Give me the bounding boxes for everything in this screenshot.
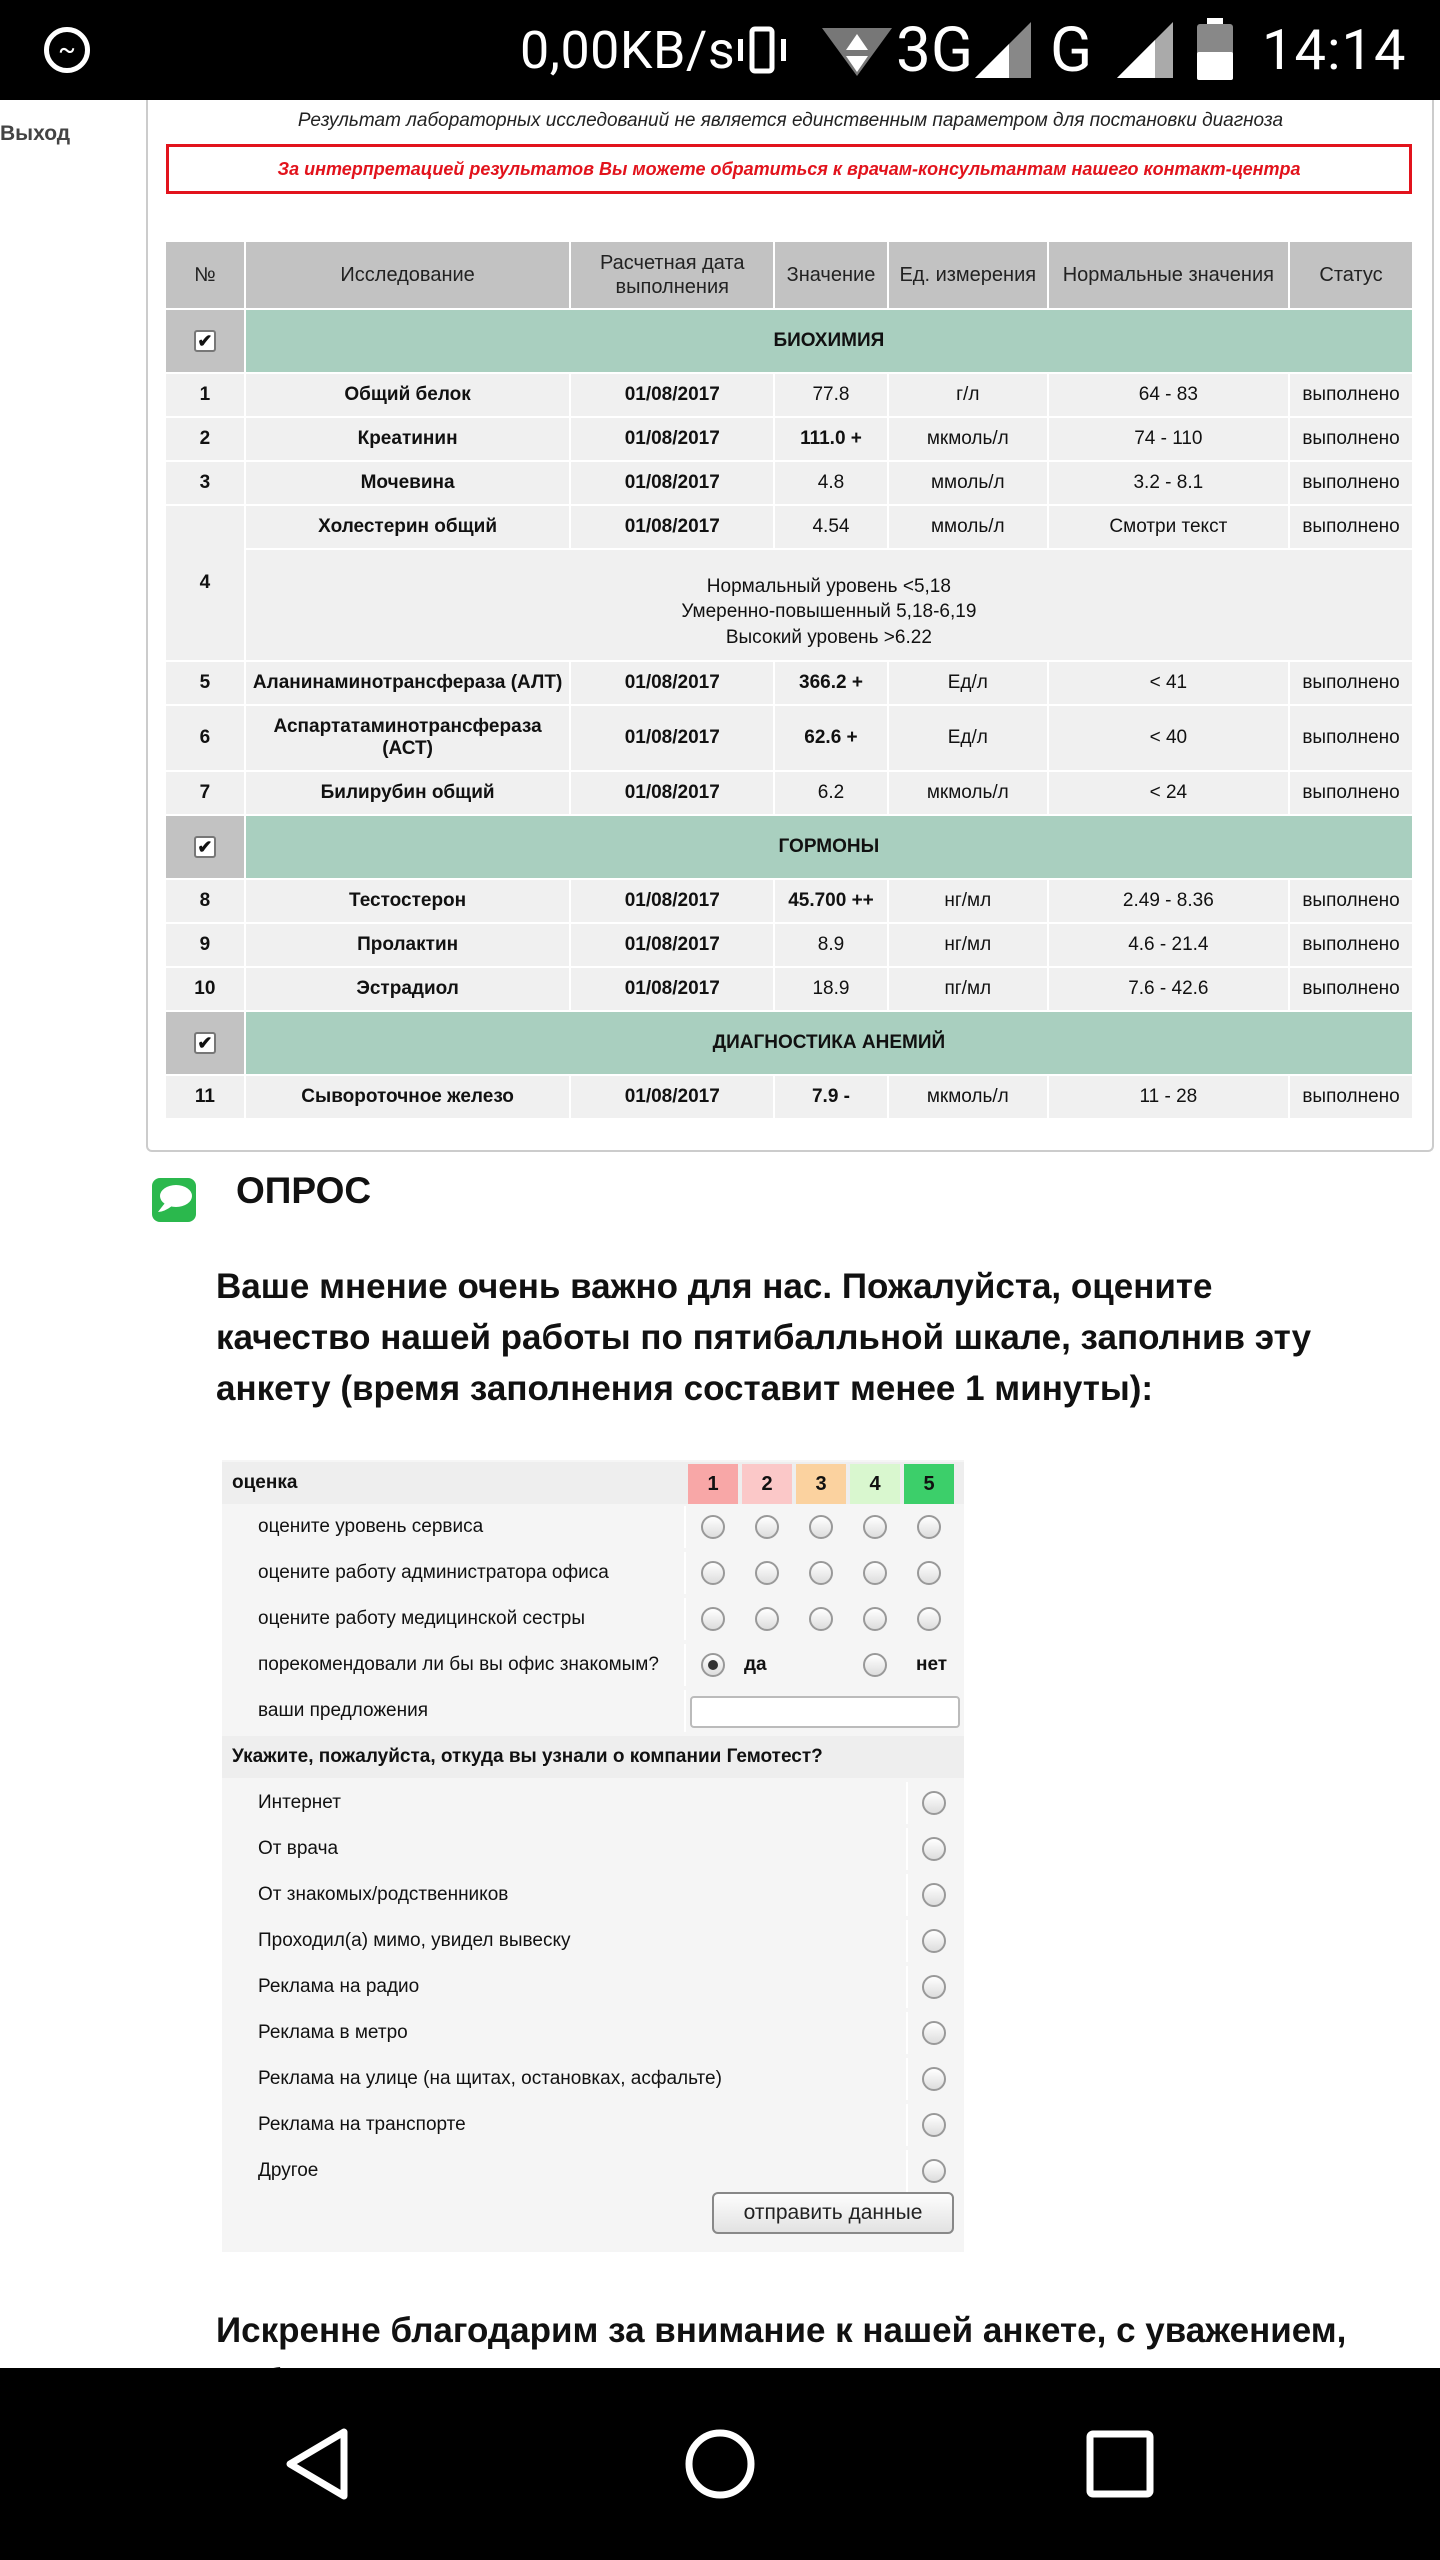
rating-radio[interactable] — [809, 1515, 833, 1539]
row-date: 01/08/2017 — [571, 506, 773, 548]
source-option-radio[interactable] — [922, 2159, 946, 2183]
source-option-row — [222, 1782, 964, 1824]
row-value: 4.8 — [775, 462, 887, 504]
table-header-row — [166, 242, 1412, 308]
row-value: 7.9 - — [775, 1076, 887, 1118]
row-test: Билирубин общий — [246, 772, 570, 814]
survey-title: ОПРОС — [236, 1170, 372, 1211]
score-2: 2 — [742, 1464, 792, 1504]
rating-radio[interactable] — [917, 1561, 941, 1585]
row-normal: Смотри текст — [1049, 506, 1288, 548]
row-status: выполнено — [1290, 1076, 1412, 1118]
row-num: 3 — [166, 462, 244, 504]
header-status: Статус — [1290, 242, 1412, 308]
row-status: выполнено — [1290, 924, 1412, 966]
rating-radio[interactable] — [863, 1607, 887, 1631]
section-checkbox[interactable]: ✔ — [194, 330, 216, 352]
row-date: 01/08/2017 — [571, 374, 773, 416]
table-row — [166, 1076, 1412, 1118]
row-date: 01/08/2017 — [571, 462, 773, 504]
source-option-radio[interactable] — [922, 1791, 946, 1815]
row-date: 01/08/2017 — [571, 418, 773, 460]
header-unit: Ед. измерения — [889, 242, 1047, 308]
source-option-radio[interactable] — [922, 1929, 946, 1953]
thanks-text: Искренне благодарим за внимание к нашей анкете, с уважением, — [216, 2311, 1347, 2350]
network-activity-icon: ~ — [44, 0, 100, 100]
row-num: 8 — [166, 880, 244, 922]
notice-box — [166, 144, 1412, 194]
source-option-row — [222, 2104, 964, 2146]
rating-radio[interactable] — [755, 1561, 779, 1585]
section-row — [166, 1012, 1412, 1074]
recommend-no-radio[interactable] — [863, 1653, 887, 1677]
source-option-radio[interactable] — [922, 1975, 946, 1999]
rating-radio[interactable] — [917, 1515, 941, 1539]
row-num: 9 — [166, 924, 244, 966]
survey-form — [222, 1460, 964, 2252]
row-normal: 74 - 110 — [1049, 418, 1288, 460]
cholesterol-note — [246, 550, 1412, 660]
recents-button[interactable] — [1040, 2368, 1200, 2560]
rating-header-row — [222, 1462, 964, 1504]
row-num: 1 — [166, 374, 244, 416]
row-unit: мкмоль/л — [889, 772, 1047, 814]
row-status: выполнено — [1290, 880, 1412, 922]
table-row — [166, 506, 1412, 548]
source-option-label: От знакомых/родственников — [258, 1884, 509, 1905]
row-date: 01/08/2017 — [571, 880, 773, 922]
battery-icon — [1195, 0, 1239, 100]
header-num: № — [166, 242, 244, 308]
rating-radio[interactable] — [701, 1607, 725, 1631]
row-status: выполнено — [1290, 506, 1412, 548]
score-3: 3 — [796, 1464, 846, 1504]
recommend-yes-label: да — [744, 1654, 767, 1675]
row-test: Мочевина — [246, 462, 570, 504]
vibrate-icon — [730, 0, 802, 100]
score-5: 5 — [904, 1464, 954, 1504]
table-row — [166, 706, 1412, 770]
disclaimer-text: Результат лабораторных исследований не является единственным параметром для постановки диагноза — [297, 110, 1284, 131]
row-num: 4 — [166, 506, 244, 660]
row-unit: Ед/л — [889, 706, 1047, 770]
section-title: ДИАГНОСТИКА АНЕМИЙ — [246, 1012, 1412, 1074]
table-row — [166, 968, 1412, 1010]
chat-bubble-icon — [152, 1178, 196, 1222]
row-normal: 2.49 - 8.36 — [1049, 880, 1288, 922]
row-normal: < 41 — [1049, 662, 1288, 704]
signal-icon — [1115, 0, 1175, 100]
rating-radio[interactable] — [917, 1607, 941, 1631]
row-test: Холестерин общий — [246, 506, 570, 548]
row-value: 62.6 + — [775, 706, 887, 770]
header-test: Исследование — [246, 242, 570, 308]
source-option-label: Реклама на транспорте — [258, 2114, 466, 2135]
source-option-label: Проходил(а) мимо, увидел вывеску — [258, 1930, 571, 1951]
data-arrows-icon — [820, 0, 1000, 100]
section-title: ГОРМОНЫ — [246, 816, 1412, 878]
section-row — [166, 816, 1412, 878]
note-line: Умеренно-повышенный 5,18-6,19 — [681, 601, 977, 623]
source-option-label: Реклама на радио — [258, 1976, 420, 1997]
rating-radio[interactable] — [863, 1561, 887, 1585]
row-normal: 11 - 28 — [1049, 1076, 1288, 1118]
rating-radio[interactable] — [809, 1561, 833, 1585]
rating-radio[interactable] — [755, 1515, 779, 1539]
row-date: 01/08/2017 — [571, 662, 773, 704]
source-option-row — [222, 2058, 964, 2100]
row-value: 18.9 — [775, 968, 887, 1010]
source-option-row — [222, 1966, 964, 2008]
row-num: 7 — [166, 772, 244, 814]
row-date: 01/08/2017 — [571, 1076, 773, 1118]
row-test: Креатинин — [246, 418, 570, 460]
table-row — [166, 418, 1412, 460]
network-speed: 0,00KB/s — [520, 19, 736, 81]
section-title: БИОХИМИЯ — [246, 310, 1412, 372]
logout-link[interactable]: Выход — [0, 122, 71, 145]
table-row-note — [166, 550, 1412, 660]
row-date: 01/08/2017 — [571, 924, 773, 966]
rating-question-row — [222, 1598, 964, 1640]
row-unit: ммоль/л — [889, 462, 1047, 504]
row-status: выполнено — [1290, 772, 1412, 814]
row-status: выполнено — [1290, 374, 1412, 416]
row-unit: Ед/л — [889, 662, 1047, 704]
home-button[interactable] — [640, 2368, 800, 2560]
source-question-row — [222, 1736, 964, 1778]
row-date: 01/08/2017 — [571, 968, 773, 1010]
recommend-row — [222, 1644, 964, 1686]
row-test: Сывороточное железо — [246, 1076, 570, 1118]
table-row — [166, 462, 1412, 504]
row-value: 6.2 — [775, 772, 887, 814]
row-date: 01/08/2017 — [571, 772, 773, 814]
row-status: выполнено — [1290, 462, 1412, 504]
survey-intro: Ваше мнение очень важно для нас. Пожалуйста, оцените качество нашей работы по пятибалльной шкале, заполнив эту анкету (время заполнения составит менее 1 минуты): — [216, 1267, 1312, 1408]
results-table — [164, 240, 1414, 1120]
suggestions-input[interactable] — [690, 1696, 960, 1728]
source-option-radio[interactable] — [922, 1837, 946, 1861]
row-value: 8.9 — [775, 924, 887, 966]
note-line: Высокий уровень >6.22 — [725, 626, 932, 648]
row-value: 111.0 + — [775, 418, 887, 460]
question-label: оцените уровень сервиса — [258, 1516, 484, 1537]
row-value: 77.8 — [775, 374, 887, 416]
source-option-radio[interactable] — [922, 2113, 946, 2137]
table-row — [166, 374, 1412, 416]
network-g-label: G — [1050, 13, 1093, 87]
source-option-label: Реклама в метро — [258, 2022, 408, 2043]
rating-label: оценка — [232, 1472, 298, 1493]
source-option-radio[interactable] — [922, 2067, 946, 2091]
row-unit: нг/мл — [889, 924, 1047, 966]
submit-button[interactable]: отправить данные — [712, 2192, 954, 2234]
back-button[interactable] — [240, 2368, 400, 2560]
row-value: 4.54 — [775, 506, 887, 548]
header-value: Значение — [775, 242, 887, 308]
source-option-row — [222, 1920, 964, 1962]
row-num: 6 — [166, 706, 244, 770]
row-normal: 4.6 - 21.4 — [1049, 924, 1288, 966]
rating-question-row — [222, 1552, 964, 1594]
table-row — [166, 880, 1412, 922]
rating-radio[interactable] — [755, 1607, 779, 1631]
row-value: 45.700 ++ — [775, 880, 887, 922]
row-test: Общий белок — [246, 374, 570, 416]
suggestions-label: ваши предложения — [258, 1700, 428, 1721]
row-test: Тестостерон — [246, 880, 570, 922]
row-unit: нг/мл — [889, 880, 1047, 922]
source-option-label: Реклама на улице (на щитах, остановках, асфальте) — [258, 2068, 722, 2089]
rating-radio[interactable] — [809, 1607, 833, 1631]
source-option-label: Интернет — [258, 1792, 341, 1813]
row-test: Эстрадиол — [246, 968, 570, 1010]
source-option-radio[interactable] — [922, 1883, 946, 1907]
score-1: 1 — [688, 1464, 738, 1504]
recents-icon — [1080, 2424, 1160, 2504]
row-normal: 64 - 83 — [1049, 374, 1288, 416]
row-date: 01/08/2017 — [571, 706, 773, 770]
row-value: 366.2 + — [775, 662, 887, 704]
row-num: 5 — [166, 662, 244, 704]
recommend-label: порекомендовали ли бы вы офис знакомым? — [258, 1654, 659, 1675]
source-option-radio[interactable] — [922, 2021, 946, 2045]
rating-radio[interactable] — [863, 1515, 887, 1539]
row-unit: мкмоль/л — [889, 1076, 1047, 1118]
row-unit: мкмоль/л — [889, 418, 1047, 460]
row-status: выполнено — [1290, 662, 1412, 704]
clock: 14:14 — [1262, 17, 1407, 83]
row-num: 10 — [166, 968, 244, 1010]
rating-radio[interactable] — [701, 1561, 725, 1585]
header-normal: Нормальные значения — [1049, 242, 1288, 308]
row-num: 2 — [166, 418, 244, 460]
row-status: выполнено — [1290, 418, 1412, 460]
row-unit: ммоль/л — [889, 506, 1047, 548]
note-line: Нормальный уровень <5,18 — [706, 575, 951, 597]
row-test: Аспартатаминотрансфераза (АСТ) — [246, 706, 570, 770]
signal-icon — [973, 20, 1033, 80]
row-status: выполнено — [1290, 968, 1412, 1010]
header-date: Расчетная дата выполнения — [571, 242, 773, 308]
question-label: оцените работу медицинской сестры — [258, 1608, 585, 1629]
question-label: оцените работу администратора офиса — [258, 1562, 609, 1583]
score-4: 4 — [850, 1464, 900, 1504]
back-icon — [280, 2424, 360, 2504]
row-unit: г/л — [889, 374, 1047, 416]
table-row — [166, 924, 1412, 966]
table-row — [166, 772, 1412, 814]
section-checkbox[interactable]: ✔ — [194, 836, 216, 858]
navigation-bar — [0, 2368, 1440, 2560]
section-checkbox[interactable]: ✔ — [194, 1032, 216, 1054]
recommend-yes-radio[interactable] — [701, 1653, 725, 1677]
source-option-row — [222, 1874, 964, 1916]
network-3g-label: 3G — [896, 13, 974, 87]
rating-radio[interactable] — [701, 1515, 725, 1539]
source-question-label: Укажите, пожалуйста, откуда вы узнали о компании Гемотест? — [232, 1746, 823, 1767]
row-num: 11 — [166, 1076, 244, 1118]
source-option-row — [222, 2150, 964, 2192]
row-normal: < 40 — [1049, 706, 1288, 770]
section-row — [166, 310, 1412, 372]
row-normal: 3.2 - 8.1 — [1049, 462, 1288, 504]
row-test: Аланинаминотрансфераза (АЛТ) — [246, 662, 570, 704]
row-normal: 7.6 - 42.6 — [1049, 968, 1288, 1010]
source-option-label: Другое — [258, 2160, 319, 2181]
status-bar — [0, 0, 1440, 100]
source-option-row — [222, 2012, 964, 2054]
row-status: выполнено — [1290, 706, 1412, 770]
suggestions-row — [222, 1690, 964, 1732]
rating-question-row — [222, 1506, 964, 1548]
row-test: Пролактин — [246, 924, 570, 966]
row-normal: < 24 — [1049, 772, 1288, 814]
table-row — [166, 662, 1412, 704]
recommend-no-label: нет — [916, 1654, 948, 1675]
web-content — [0, 100, 1440, 2368]
source-option-label: От врача — [258, 1838, 339, 1859]
row-unit: пг/мл — [889, 968, 1047, 1010]
notice-text: За интерпретацией результатов Вы можете обратиться к врачам-консультантам нашего контакт-центра — [277, 158, 1301, 179]
home-icon — [680, 2424, 760, 2504]
source-option-row — [222, 1828, 964, 1870]
